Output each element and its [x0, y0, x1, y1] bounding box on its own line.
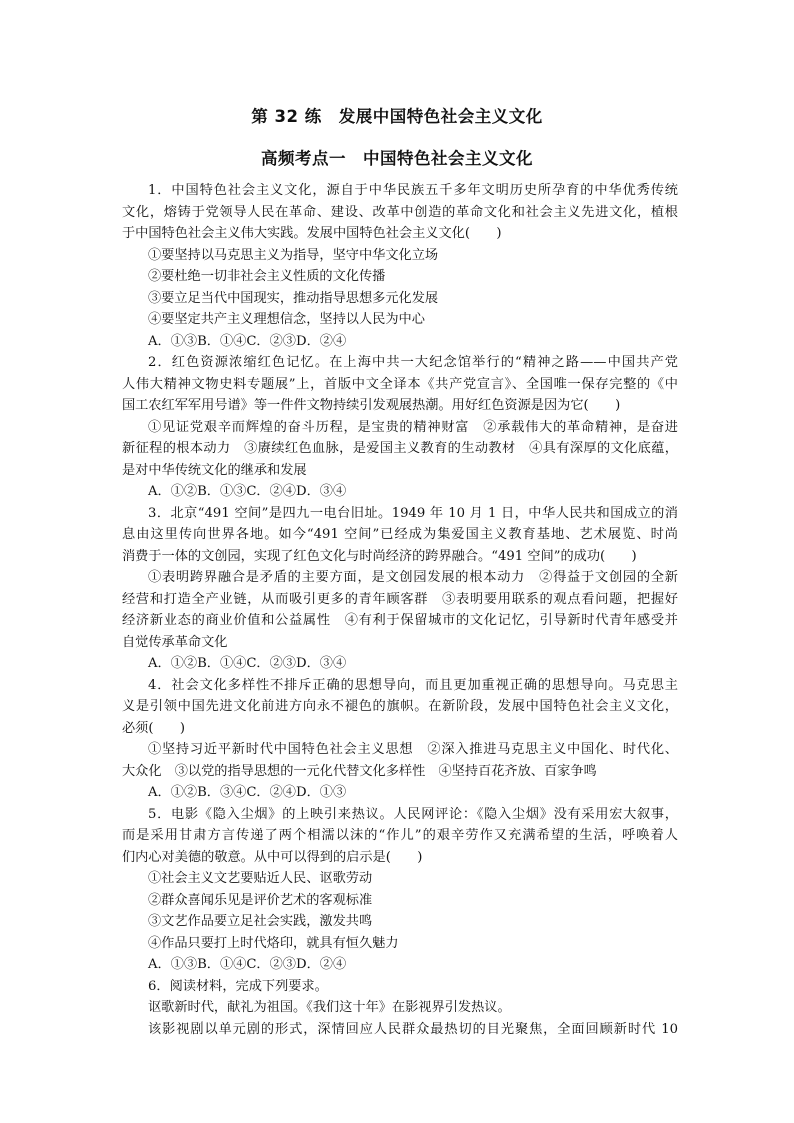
text-line: ②群众喜闻乐见是评价艺术的客观标准 — [148, 892, 373, 908]
text-line: ①社会主义文艺要贴近人民、讴歌劳动 — [148, 871, 373, 886]
text-line: A．①②B．③④C．②④D．①③ — [148, 785, 347, 800]
text-line: 于中国特色社会主义伟大实践。发展中国特色社会主义文化( ) — [122, 226, 502, 241]
text-line: ①表明跨界融合是矛盾的主要方面，是文创园发展的根本动力 ②得益于文创园的全新 — [148, 570, 678, 585]
text-line: A．①③B．①④C．②③D．②④ — [148, 333, 347, 349]
text-line: 1．中国特色社会主义文化，源自于中华民族五千多年文明历史所孕育的中华优秀传统 — [148, 183, 678, 198]
question-body — [122, 180, 678, 1040]
text-line: 5．电影《隐入尘烟》的上映引来热议。人民网评论：《隐入尘烟》没有采用宏大叙事， — [148, 806, 678, 822]
text-line: 讴歌新时代，献礼为祖国。《我们这十年》在影视界引发热议。 — [148, 1000, 511, 1015]
text-line: A．①②B．①④C．②③D．③④ — [148, 656, 347, 671]
text-line: 是对中华传统文化的继承和发展 — [122, 462, 307, 478]
text-line: 文化，熔铸于党领导人民在革命、建设、改革中创造的革命文化和社会主义先进文化，植根 — [122, 204, 678, 220]
page-title: 第 32 练 发展中国特色社会主义文化 — [251, 107, 543, 126]
text-line: 人伟大精神文物史料专题展”上，首版中文全译本《共产党宣言》、全国唯一保存完整的《中 — [122, 376, 678, 392]
text-line: 义是引领中国先进文化前进方向永不褪色的旗帜。在新阶段，发展中国特色社会主义文化， — [122, 699, 678, 714]
text-line: ①要坚持以马克思主义为指导，坚守中华文化立场 — [148, 247, 439, 263]
text-line: 2．红色资源浓缩红色记忆。在上海中共一大纪念馆举行的“精神之路——中国共产党 — [148, 355, 678, 370]
text-line: 新征程的根本动力 ③赓续红色血脉，是爱国主义教育的生动教材 ④具有深厚的文化底蕴， — [122, 441, 678, 456]
text-line: 大众化 ③以党的指导思想的一元化代替文化多样性 ④坚持百花齐放、百家争鸣 — [122, 763, 597, 779]
text-line: ①坚持习近平新时代中国特色社会主义思想 ②深入推进马克思主义中国化、时代化、 — [148, 742, 678, 757]
text-line: 息由这里传向世界各地。如今“491 空间”已经成为集爱国主义教育基地、艺术展览、时尚 — [122, 527, 678, 542]
text-line: 经济新业态的商业价值和公益属性 ④有利于保留城市的文化记忆，引导新时代青年感受并 — [122, 613, 678, 628]
text-line: A．①③B．①④C．②③D．②④ — [148, 957, 347, 972]
text-line: 该影视剧以单元剧的形式，深情回应人民群众最热切的目光聚焦，全面回顾新时代 10 — [148, 1021, 678, 1037]
text-line: ③文艺作品要立足社会实践，激发共鸣 — [148, 914, 373, 929]
text-line: 4．社会文化多样性不排斥正确的思想导向，而且更加重视正确的思想导向。马克思主 — [148, 677, 678, 693]
text-line: ③要立足当代中国现实，推动指导思想多元化发展 — [148, 290, 439, 306]
text-line: 消费于一体的文创园，实现了红色文化与时尚经济的跨界融合。“491 空间”的成功( ) — [122, 548, 637, 564]
text-line: 必须( ) — [122, 720, 186, 736]
text-line: ①见证党艰辛而辉煌的奋斗历程，是宝贵的精神财富 ②承载伟大的革命精神，是奋进 — [148, 419, 678, 435]
text-line: 6．阅读材料，完成下列要求。 — [148, 978, 328, 994]
text-line: ④作品只要打上时代烙印，就具有恒久魅力 — [148, 935, 399, 951]
text-line: 而是采用甘肃方言传递了两个相濡以沫的“作儿”的艰辛劳作又充满希望的生活，呼唤着人 — [122, 828, 678, 843]
section-heading: 高频考点一 中国特色社会主义文化 — [261, 149, 533, 168]
text-line: ②要杜绝一切非社会主义性质的文化传播 — [148, 269, 386, 284]
text-line: ④要坚定共产主义理想信念，坚持以人民为中心 — [148, 312, 425, 327]
text-line: 国工农红军军用号谱》等一件件文物持续引发观展热潮。用好红色资源是因为它( ) — [122, 398, 621, 413]
text-line: A．①②B．①③C．②④D．③④ — [148, 484, 347, 499]
text-line: 自觉传承革命文化 — [122, 634, 228, 650]
text-line: 3．北京“491 空间”是四九一电台旧址。1949 年 10 月 1 日，中华人民共和国成立的消 — [148, 505, 678, 521]
text-line: 们内心对美德的敬意。从中可以得到的启示是( ) — [122, 849, 423, 865]
text-line: 经营和打造全产业链，从而吸引更多的青年顾客群 ③表明要用联系的观点看问题，把握好 — [122, 591, 678, 607]
